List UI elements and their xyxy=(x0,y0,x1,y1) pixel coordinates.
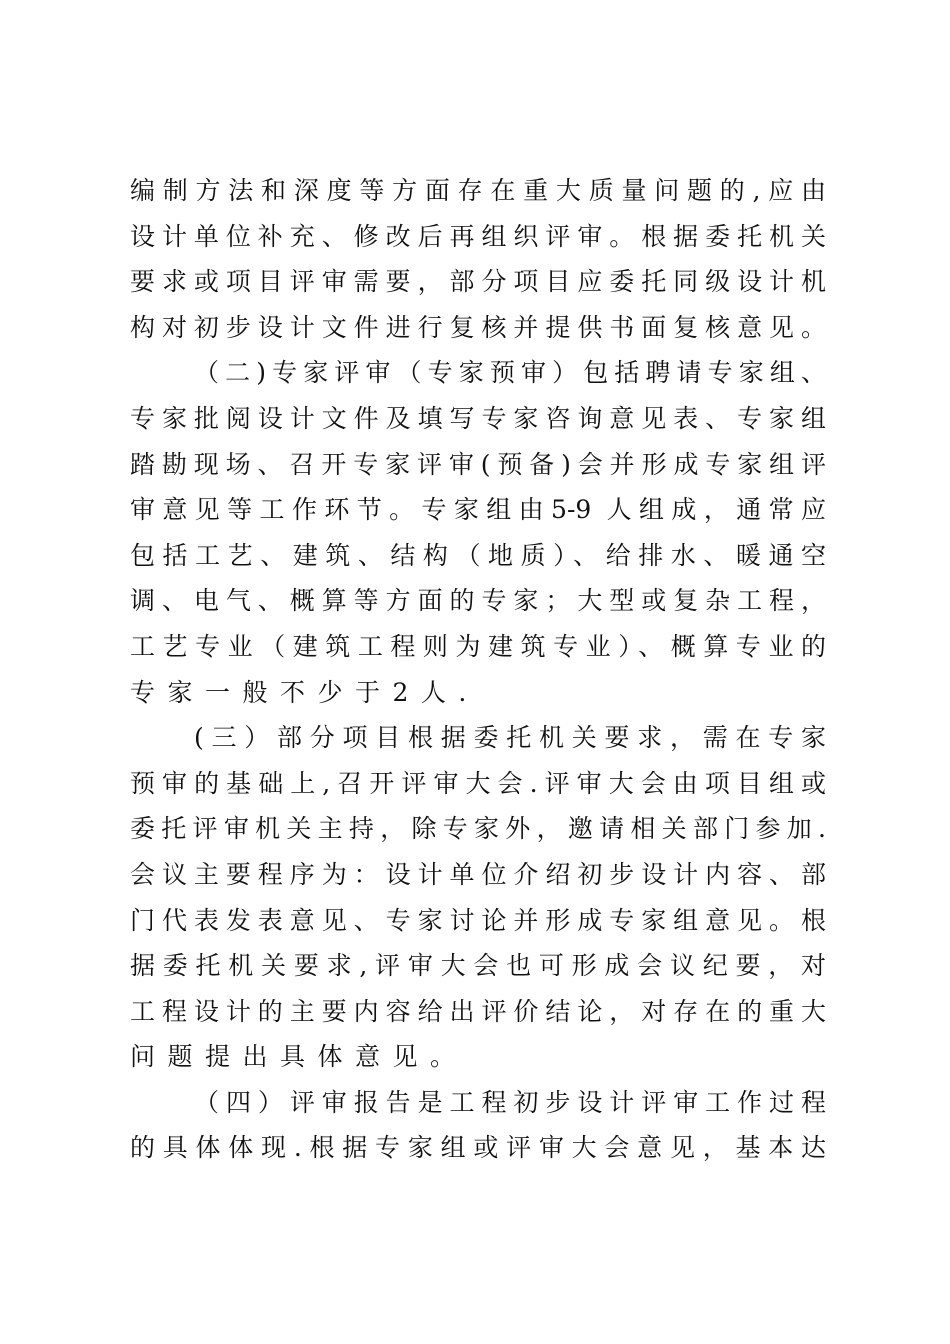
text-line: (三）部分项目根据委托机关要求，需在专家 xyxy=(194,723,826,753)
text-line: 踏勘现场、召开专家评审(预备)会并形成专家组评 xyxy=(130,449,826,479)
text-line-content: 专家一般不少于2人. xyxy=(130,677,479,707)
text-line: 门代表发表意见、专家讨论并形成专家组意见。根 xyxy=(130,905,826,935)
paragraph-3 xyxy=(130,715,826,1080)
text-line: 专家批阅设计文件及填写专家咨询意见表、专家组 xyxy=(130,403,826,433)
body-text xyxy=(130,168,826,1171)
text-line: 调、电气、概算等方面的专家；大型或复杂工程， xyxy=(130,586,826,616)
text-line: 设计单位补充、修改后再组织评审。根据委托机关 xyxy=(130,221,826,251)
text-line: 要求或项目评审需要，部分项目应委托同级设计机 xyxy=(130,267,826,297)
paragraph-1 xyxy=(130,168,826,350)
text-line-content: 问题提出具体意见。 xyxy=(130,1042,468,1072)
text-line: 构对初步设计文件进行复核并提供书面复核意见。 xyxy=(130,312,826,342)
text-line: 会议主要程序为：设计单位介绍初步设计内容、部 xyxy=(130,859,826,889)
text-line xyxy=(130,670,826,716)
text-line: 的具体体现.根据专家组或评审大会意见，基本达 xyxy=(130,1133,826,1163)
text-line: 包括工艺、建筑、结构（地质）、给排水、暖通空 xyxy=(130,540,826,570)
text-line: （二)专家评审（专家预审）包括聘请专家组、 xyxy=(194,358,826,388)
text-line: 据委托机关要求,评审大会也可形成会议纪要，对 xyxy=(130,951,826,981)
text-line: 工艺专业（建筑工程则为建筑专业）、概算专业的 xyxy=(130,631,826,661)
paragraph-4 xyxy=(130,1080,826,1171)
text-line: 委托评审机关主持，除专家外，邀请相关部门参加. xyxy=(130,814,826,844)
text-line: 编制方法和深度等方面存在重大质量问题的,应由 xyxy=(130,176,826,205)
text-line: 工程设计的主要内容给出评价结论，对存在的重大 xyxy=(130,996,826,1026)
text-line: 预审的基础上,召开评审大会.评审大会由项目组或 xyxy=(130,768,826,798)
text-line: 审意见等工作环节。专家组由5-9 人组成，通常应 xyxy=(130,495,826,525)
text-line xyxy=(130,1034,826,1080)
paragraph-2 xyxy=(130,350,826,715)
text-line: （四）评审报告是工程初步设计评审工作过程 xyxy=(194,1087,826,1117)
